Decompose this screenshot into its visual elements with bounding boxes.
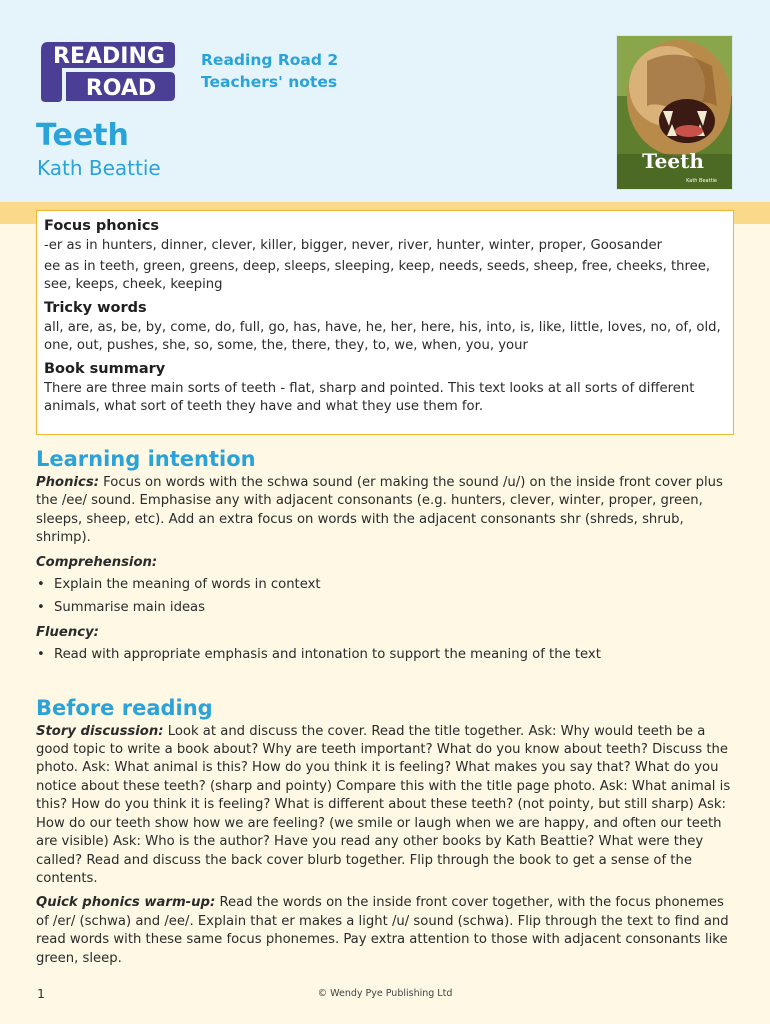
before-reading-heading: Before reading: [36, 695, 213, 720]
comprehension-label: Comprehension:: [36, 554, 158, 570]
fluency-label: Fluency:: [36, 624, 99, 640]
book-title: Teeth: [36, 118, 129, 153]
series-label: [201, 49, 338, 93]
book-summary-text: There are three main sorts of teeth - flat, sharp and pointed. This text looks at all sorts of different animals, what sort of teeth they have and what they use them for.: [44, 380, 695, 414]
phonics-warmup-paragraph: [36, 894, 736, 968]
series-name: Reading Road 2: [201, 51, 339, 69]
list-item: • Summarise main ideas: [36, 599, 736, 617]
focus-box: [36, 210, 734, 435]
learning-phonics-text: Focus on words with the schwa sound (er making the sound /u/) on the inside front cover plus the /ee/ sound. Emphasise any with adjacent consonants (e.g. hunters, clever, winter, proper, green, sleeps, sheep, etc). Add an extra focus on words with the adjacent consonants shr (shreds, shrub, shrimp).: [36, 475, 723, 546]
learning-intention-heading: Learning intention: [36, 447, 256, 471]
book-author: Kath Beattie: [37, 156, 161, 180]
story-discussion-text: Look at and discuss the cover. Read the title together. Ask: Why would teeth be a good topic to write a book about? Why are teeth important? What do you know about teeth? Discuss the photo. Ask: What animal is this? How do you think it is feeling? What makes you say that? What do you notice about these teeth? (sharp and pointy) Compare this with the title page photo. Ask: What animal is this? How do you think it is feeling? What is different about these teeth? (not pointy, but still sharp) Ask: How do our teeth show how we are feeling? (we smile or laugh when we are happy, and often our teeth are visible) Ask: Who is the author? Have you read any other books by Kath Beattie? What were they called? Read and discuss the back cover blurb together. Flip through the book to get a sense of the contents.: [36, 723, 731, 886]
cover-title: Teeth: [642, 149, 704, 173]
reading-road-logo: [38, 38, 178, 104]
learning-phonics-label: Phonics:: [36, 475, 99, 490]
cover-author: Kath Beattie: [686, 178, 717, 184]
list-item: • Explain the meaning of words in context: [36, 576, 736, 594]
focus-phonics-er: -er as in hunters, dinner, clever, killer, bigger, never, river, hunter, winter, proper, Goosander: [44, 238, 663, 253]
book-cover-image: [617, 36, 732, 189]
comprehension-list: [36, 576, 736, 618]
logo-text-reading: READING: [53, 44, 165, 69]
phonics-warmup-label: Quick phonics warm-up:: [36, 895, 216, 911]
logo-text-road: ROAD: [85, 76, 157, 101]
series-subtitle: Teachers' notes: [201, 73, 338, 91]
section-spacer: [36, 671, 736, 693]
book-summary-heading: Book summary: [44, 360, 166, 377]
main-content: [36, 444, 736, 974]
story-discussion-paragraph: [36, 723, 736, 889]
learning-phonics-paragraph: [36, 474, 736, 548]
phonics-warmup-text: Read the words on the inside front cover together, with the focus phonemes of /er/ (schwa) and /ee/. Explain that er makes a light /u/ sound (schwa). Flip through the text to find and read words with these same focus phonemes. Pay extra attention to those with adjacent consonants like green, sleep.: [36, 895, 729, 966]
copyright-notice: © Wendy Pye Publishing Ltd: [317, 988, 453, 999]
list-item: • Read with appropriate emphasis and intonation to support the meaning of the text: [36, 646, 736, 664]
focus-phonics-heading: Focus phonics: [44, 218, 160, 234]
page-number: 1: [37, 986, 45, 1001]
tricky-words-heading: Tricky words: [44, 299, 147, 316]
fluency-list: [36, 646, 736, 664]
tricky-words-text: all, are, as, be, by, come, do, full, go, has, have, he, her, here, his, into, is, like, little, loves, no, of, old, one, out, pushes, she, so, some, the, there, they, to, we, when, you, your: [44, 319, 721, 353]
focus-phonics-ee: ee as in teeth, green, greens, deep, sleeps, sleeping, keep, needs, seeds, sheep, free, cheeks, three, see, keeps, cheek, keeping: [44, 258, 711, 292]
story-discussion-label: Story discussion:: [36, 723, 164, 739]
